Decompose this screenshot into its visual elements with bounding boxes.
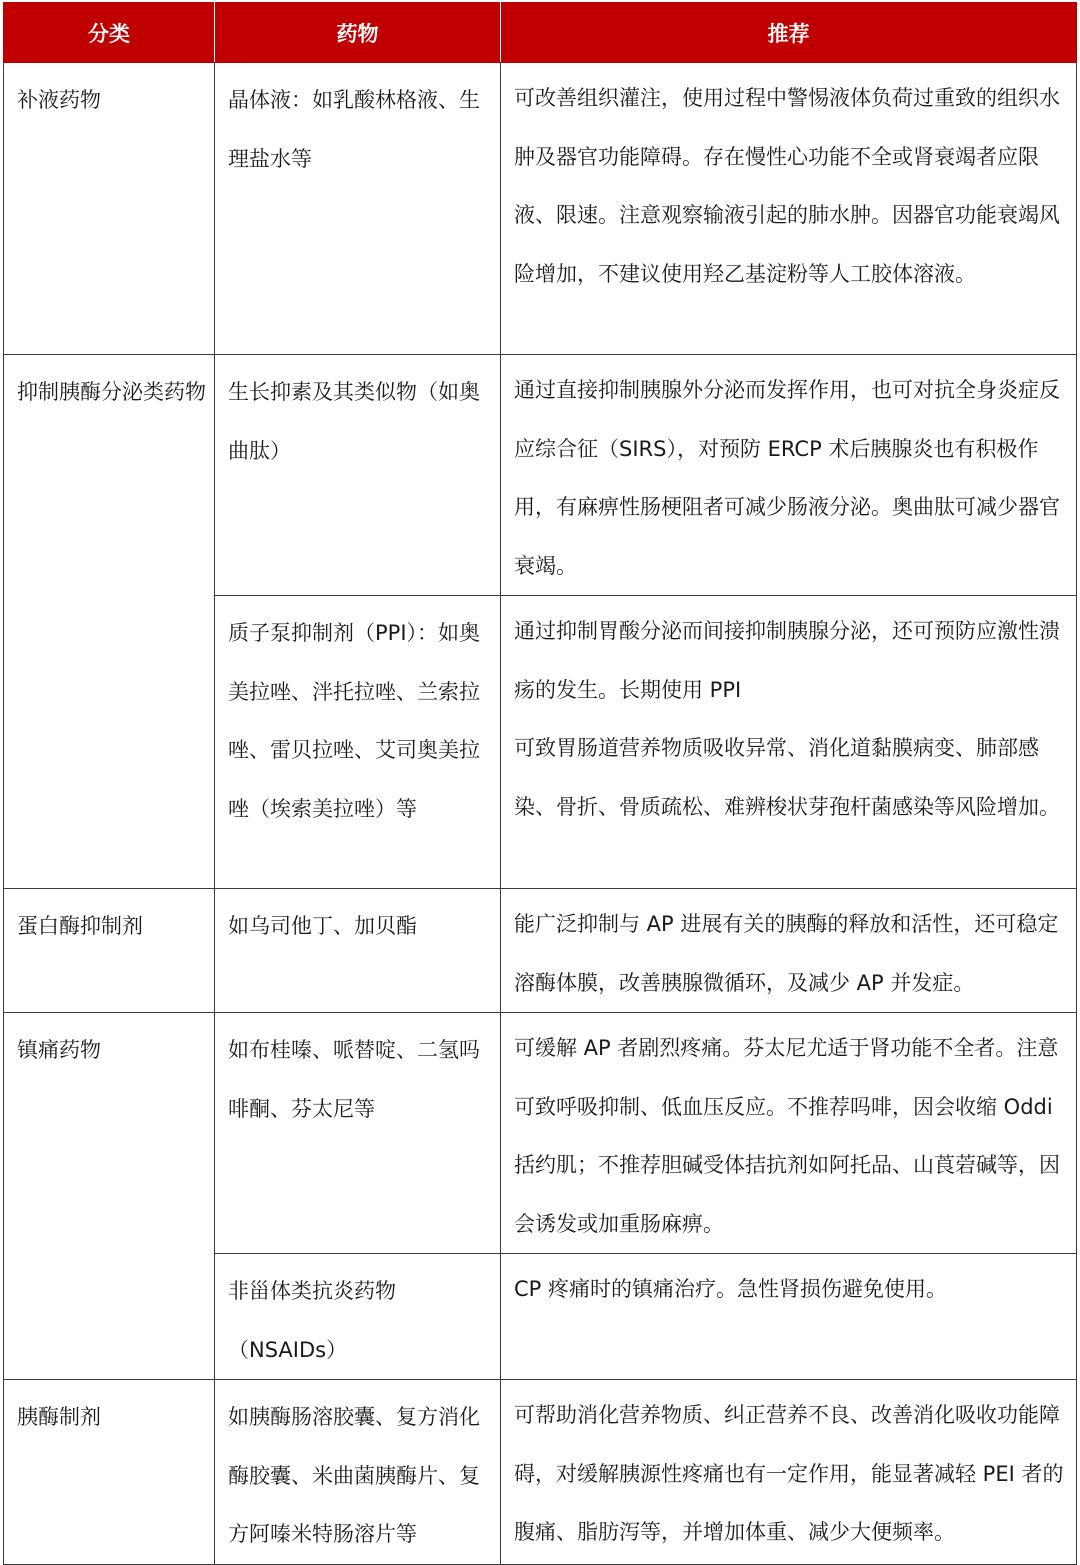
table-row [4, 355, 1077, 596]
drug-cell: 如乌司他丁、加贝酯 [215, 889, 501, 1013]
table-row [4, 63, 1077, 355]
drug-cell: 生长抑素及其类似物（如奥曲肽） [215, 355, 501, 596]
category-cell: 胰酶制剂 [4, 1380, 215, 1565]
recommendation-line: 可致胃肠道营养物质吸收异常、消化道黏膜病变、肺部感染、骨折、骨质疏松、难辨梭状芽孢杆菌感染等风险增加。 [514, 736, 1060, 819]
recommendation-cell [501, 596, 1077, 889]
table-row [4, 889, 1077, 1013]
recommendation-line: 通过抑制胃酸分泌而间接抑制胰腺分泌，还可预防应激性溃疡的发生。长期使用 PPI [514, 619, 1060, 702]
drug-line: （NSAIDs） [228, 1337, 348, 1362]
table-row [4, 1013, 1077, 1254]
header-category: 分类 [4, 3, 215, 63]
table-row [4, 1380, 1077, 1565]
recommendation-cell: CP 疼痛时的镇痛治疗。急性肾损伤避免使用。 [501, 1254, 1077, 1380]
drug-line: 非甾体类抗炎药物 [228, 1279, 396, 1303]
header-recommendation: 推荐 [501, 3, 1077, 63]
recommendation-cell: 能广泛抑制与 AP 进展有关的胰酶的释放和活性，还可稳定溶酶体膜，改善胰腺微循环，及减少 AP 并发症。 [501, 889, 1077, 1013]
drug-cell: 质子泵抑制剂（PPI）：如奥美拉唑、泮托拉唑、兰索拉唑、雷贝拉唑、艾司奥美拉唑（埃索美拉唑）等 [215, 596, 501, 889]
drug-recommendation-table [3, 2, 1077, 1565]
recommendation-cell: 可帮助消化营养物质、纠正营养不良、改善消化吸收功能障碍，对缓解胰源性疼痛也有一定作用，能显著减轻 PEI 者的腹痛、脂肪泻等，并增加体重、减少大便频率。 [501, 1380, 1077, 1565]
recommendation-cell: 可改善组织灌注，使用过程中警惕液体负荷过重致的组织水肿及器官功能障碍。存在慢性心功能不全或肾衰竭者应限液、限速。注意观察输液引起的肺水肿。因器官功能衰竭风险增加，不建议使用羟乙基淀粉等人工胶体溶液。 [501, 63, 1077, 355]
category-cell: 镇痛药物 [4, 1013, 215, 1380]
recommendation-cell: 通过直接抑制胰腺外分泌而发挥作用，也可对抗全身炎症反应综合征（SIRS），对预防 ERCP 术后胰腺炎也有积极作用，有麻痹性肠梗阻者可减少肠液分泌。奥曲肽可减少器官衰竭。 [501, 355, 1077, 596]
recommendation-cell: 可缓解 AP 者剧烈疼痛。芬太尼尤适于肾功能不全者。注意可致呼吸抑制、低血压反应。不推荐吗啡，因会收缩 Oddi 括约肌；不推荐胆碱受体拮抗剂如阿托品、山莨菪碱等，因会诱发或加重肠麻痹。 [501, 1013, 1077, 1254]
drug-cell: 晶体液：如乳酸林格液、生理盐水等 [215, 63, 501, 355]
drug-cell [215, 1254, 501, 1380]
header-drug: 药物 [215, 3, 501, 63]
category-cell: 抑制胰酶分泌类药物 [4, 355, 215, 889]
category-cell: 蛋白酶抑制剂 [4, 889, 215, 1013]
drug-cell: 如胰酶肠溶胶囊、复方消化酶胶囊、米曲菌胰酶片、复方阿嗪米特肠溶片等 [215, 1380, 501, 1565]
table-header-row [4, 3, 1077, 63]
category-cell: 补液药物 [4, 63, 215, 355]
drug-cell: 如布桂嗪、哌替啶、二氢吗啡酮、芬太尼等 [215, 1013, 501, 1254]
